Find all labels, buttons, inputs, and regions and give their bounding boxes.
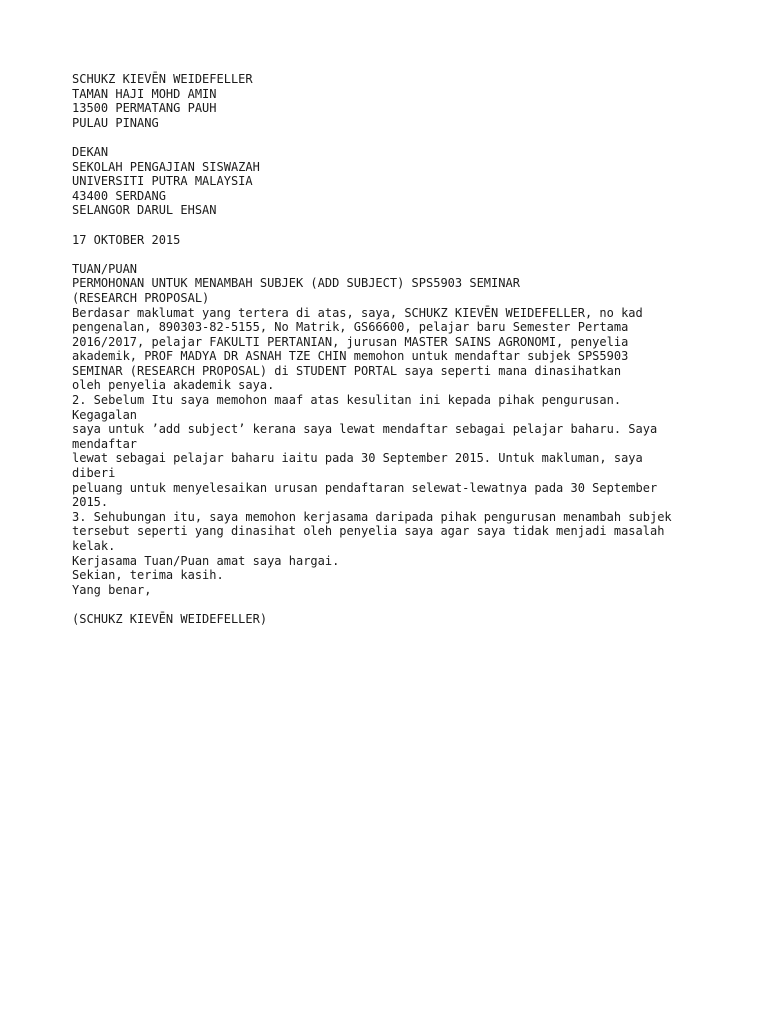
body-line: Kegagalan: [72, 407, 138, 422]
body-line: 3. Sehubungan itu, saya memohon kerjasama daripada pihak pengurusan menambah subjek: [72, 509, 672, 524]
body-line: Yang benar,: [72, 582, 152, 597]
body-line: Kerjasama Tuan/Puan amat saya hargai.: [72, 553, 340, 568]
recipient-title: DEKAN: [72, 144, 109, 159]
body-line: Sekian, terima kasih.: [72, 568, 224, 583]
spacer: [72, 597, 712, 612]
body-line: oleh penyelia akademik saya.: [72, 378, 275, 393]
body-line: 2. Sebelum Itu saya memohon maaf atas kesulitan ini kepada pihak pengurusan.: [72, 393, 622, 408]
body-line: diberi: [72, 466, 116, 481]
letter-date: 17 OKTOBER 2015: [72, 232, 181, 247]
recipient-line: 43400 SERDANG: [72, 188, 166, 203]
body-line: 2016/2017, pelajar FAKULTI PERTANIAN, jurusan MASTER SAINS AGRONOMI, penyelia: [72, 334, 629, 349]
subject-line: PERMOHONAN UNTUK MENAMBAH SUBJEK (ADD SUBJECT) SPS5903 SEMINAR: [72, 276, 520, 291]
sender-address-line: PULAU PINANG: [72, 115, 159, 130]
body-line: lewat sebagai pelajar baharu iaitu pada 30 September 2015. Untuk makluman, saya: [72, 451, 643, 466]
body-line: mendaftar: [72, 436, 138, 451]
recipient-line: SEKOLAH PENGAJIAN SISWAZAH: [72, 159, 260, 174]
body-line: SEMINAR (RESEARCH PROPOSAL) di STUDENT PORTAL saya seperti mana dinasihatkan: [72, 363, 622, 378]
body-line: 2015.: [72, 495, 109, 510]
letter-body: [72, 306, 712, 598]
body-line: pengenalan, 890303-82-5155, No Matrik, GS66600, pelajar baru Semester Pertama: [72, 320, 629, 335]
sender-address-line: TAMAN HAJI MOHD AMIN: [72, 86, 217, 101]
spacer: [72, 247, 712, 262]
letter-page: [72, 72, 712, 627]
recipient-line: UNIVERSITI PUTRA MALAYSIA: [72, 174, 253, 189]
signature: (SCHUKZ KIEVĒN WEIDEFELLER): [72, 611, 268, 626]
spacer: [72, 218, 712, 233]
salutation: TUAN/PUAN: [72, 261, 138, 276]
body-line: peluang untuk menyelesaikan urusan pendaftaran selewat-lewatnya pada 30 September: [72, 480, 658, 495]
sender-block: [72, 72, 712, 130]
recipient-line: SELANGOR DARUL EHSAN: [72, 203, 217, 218]
body-line: Berdasar maklumat yang tertera di atas, saya, SCHUKZ KIEVĒN WEIDEFELLER, no kad: [72, 305, 643, 320]
body-line: saya untuk ’add subject’ kerana saya lewat mendaftar sebagai pelajar baharu. Saya: [72, 422, 658, 437]
sender-name: SCHUKZ KIEVĒN WEIDEFELLER: [72, 72, 253, 86]
subject-block: [72, 276, 712, 305]
body-line: kelak.: [72, 539, 116, 553]
subject-line: (RESEARCH PROPOSAL): [72, 290, 210, 305]
sender-address-line: 13500 PERMATANG PAUH: [72, 101, 217, 116]
spacer: [72, 130, 712, 145]
body-line: tersebut seperti yang dinasihat oleh penyelia saya agar saya tidak menjadi masalah: [72, 524, 665, 539]
body-line: akademik, PROF MADYA DR ASNAH TZE CHIN memohon untuk mendaftar subjek SPS5903: [72, 349, 629, 364]
recipient-block: [72, 145, 712, 218]
